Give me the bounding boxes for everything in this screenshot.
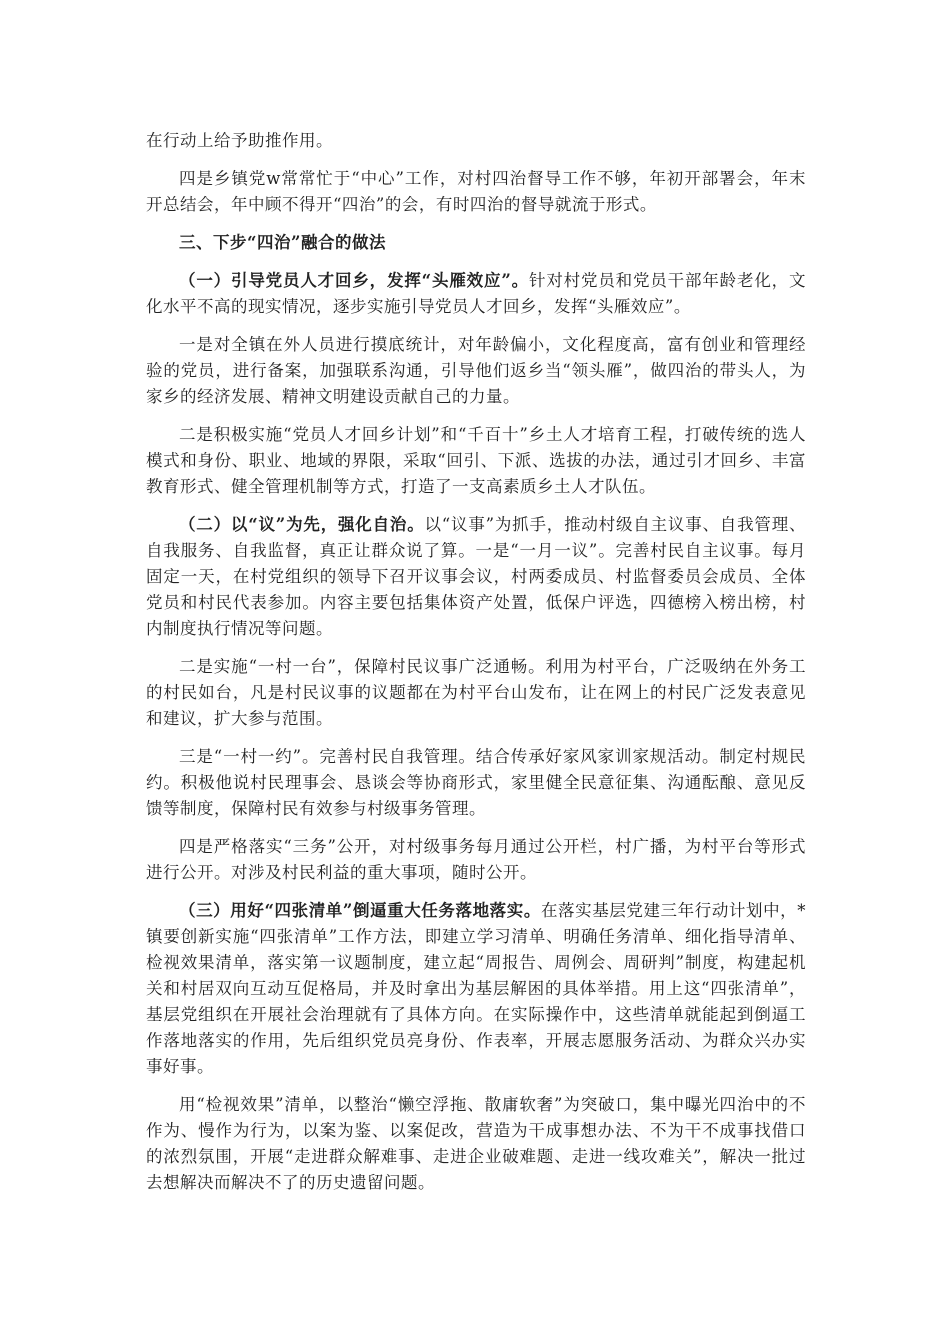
- paragraph: [146, 422, 806, 500]
- paragraph: [146, 834, 806, 886]
- paragraph: [146, 654, 806, 732]
- paragraph-text: 用“检视效果”清单，以整治“懒空浮拖、散庸软奢”为突破口，集中曝光四治中的不作为、慢作为行为，以案为鉴、以案促改，营造为干成事想办法、不为干不成事找借口的浓烈氛围，开展“走进群众解难事、走进企业破难题、走进一线攻难关”，解决一批过去想解决而解决不了的历史遗留问题。: [146, 1095, 806, 1192]
- paragraph-text: 四是乡镇党w常常忙于“中心”工作，对村四治督导工作不够，年初开部署会，年末开总结会，年中顾不得开“四治”的会，有时四治的督导就流于形式。: [146, 169, 806, 214]
- paragraph-text: 以“议事”为抓手，推动村级自主议事、自我管理、自我服务、自我监督，真正让群众说了算。一是“一月一议”。完善村民自主议事。每月固定一天，在村党组织的领导下召开议事会议，村两委成员、村监督委员会成员、全体党员和村民代表参加。内容主要包括集体资产处置，低保户评选，四德榜入榜出榜，村内制度执行情况等问题。: [146, 515, 806, 638]
- subsection-title: （一）引导党员人才回乡，发挥“头雁效应”。: [179, 271, 529, 290]
- heading-text: 三、下步“四治”融合的做法: [179, 233, 386, 252]
- paragraph: [146, 1092, 806, 1196]
- paragraph-subsection-2: [146, 512, 806, 642]
- section-heading: [146, 230, 806, 256]
- paragraph-subsection-3: [146, 898, 806, 1080]
- paragraph-text: 二是实施“一村一台”，保障村民议事广泛通畅。利用为村平台，广泛吸纳在外务工的村民如台，凡是村民议事的议题都在为村平台山发布，让在网上的村民广泛发表意见和建议，扩大参与范围。: [146, 657, 806, 728]
- paragraph: [146, 332, 806, 410]
- paragraph-text: 一是对全镇在外人员进行摸底统计，对年龄偏小，文化程度高，富有创业和管理经验的党员，进行备案，加强联系沟通，引导他们返乡当“领头雁”，做四治的带头人，为家乡的经济发展、精神文明建设贡献自己的力量。: [146, 335, 806, 406]
- paragraph-text: 三是“一村一约”。完善村民自我管理。结合传承好家风家训家规活动。制定村规民约。积极他说村民理事会、恳谈会等协商形式，家里健全民意征集、沟通酝酿、意见反馈等制度，保障村民有效参与村级事务管理。: [146, 747, 806, 818]
- paragraph-text: 针对村党员和党员干部年龄老化，文化水平不高的现实情况，逐步实施引导党员人才回乡，发挥“头雁效应”。: [146, 271, 807, 316]
- paragraph-text: 四是严格落实“三务”公开，对村级事务每月通过公开栏，村广播，为村平台等形式进行公开。对涉及村民利益的重大事项，随时公开。: [146, 837, 806, 882]
- paragraph-text: 在落实基层党建三年行动计划中，*镇要创新实施“四张清单”工作方法，即建立学习清单、明确任务清单、细化指导清单、检视效果清单，落实第一议题制度，建立起“周报告、周例会、周研判”制度，构建起机关和村居双向互动互促格局，并及时拿出为基层解困的具体举措。用上这“四张清单”，基层党组织在开展社会治理就有了具体方向。在实际操作中，这些清单就能起到倒逼工作落地落实的作用，先后组织党员亮身份、作表率，开展志愿服务活动、为群众兴办实事好事。: [146, 901, 807, 1076]
- paragraph-continuation: [146, 128, 806, 154]
- paragraph-subsection-1: [146, 268, 806, 320]
- subsection-title: （三）用好“四张清单”倒逼重大任务落地落实。: [179, 901, 541, 920]
- document-body: [146, 128, 806, 1208]
- paragraph-text: 在行动上给予助推作用。: [146, 131, 333, 150]
- paragraph-fourth-point: [146, 166, 806, 218]
- paragraph: [146, 744, 806, 822]
- subsection-title: （二）以“议”为先，强化自治。: [179, 515, 425, 534]
- paragraph-text: 二是积极实施“党员人才回乡计划”和“千百十”乡土人才培育工程，打破传统的选人模式和身份、职业、地域的界限，采取“回引、下派、选拔的办法，通过引才回乡、丰富教育形式、健全管理机制等方式，打造了一支高素质乡土人才队伍。: [146, 425, 806, 496]
